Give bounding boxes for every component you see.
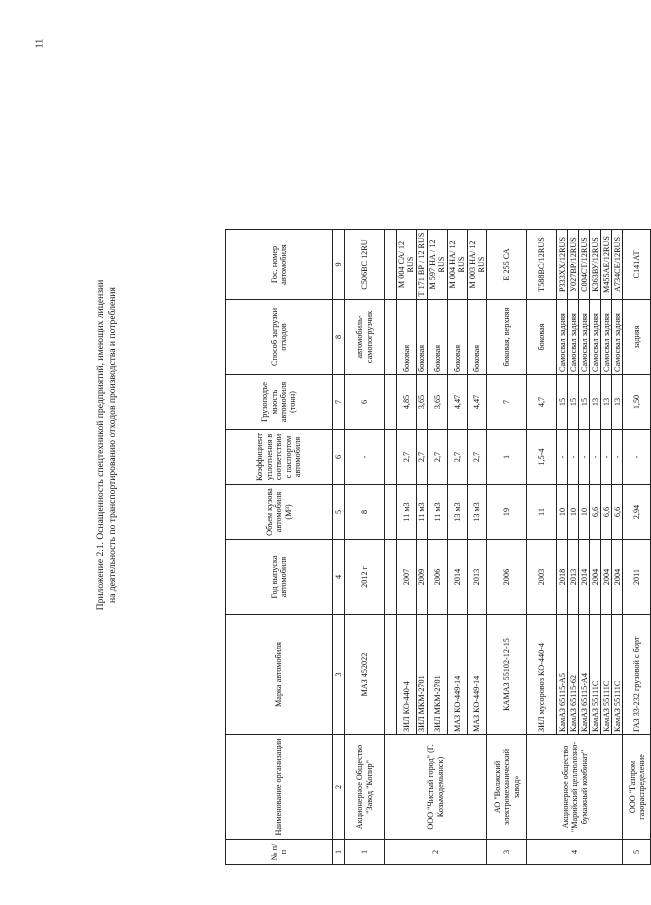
vehicle-brand: КамАЗ 55111С	[612, 615, 623, 735]
compaction-coefficient: -	[590, 430, 601, 485]
compaction-coefficient: 2,7	[447, 430, 467, 485]
load-capacity: 1,50	[623, 375, 651, 430]
header-plate: Гос. номер автомобиля	[226, 230, 333, 300]
plate-number: С141АТ	[623, 230, 651, 300]
manufacture-year: 2014	[447, 540, 467, 615]
body-volume: 10	[557, 485, 568, 540]
body-volume: 11 м3	[427, 485, 447, 540]
loading-method: боковая	[447, 300, 467, 375]
manufacture-year	[385, 540, 397, 615]
header-loading: Способ загрузки отходов	[226, 300, 333, 375]
loading-method: боковая	[527, 300, 557, 375]
body-volume: 13 м3	[467, 485, 487, 540]
plate-number: С004СТ/12RUS	[579, 230, 590, 300]
plate-number: Т588ВС/12RUS	[527, 230, 557, 300]
compaction-coefficient: 1	[487, 430, 527, 485]
column-number: 2	[333, 735, 345, 840]
compaction-coefficient: -	[612, 430, 623, 485]
column-number: 6	[333, 430, 345, 485]
column-number: 1	[333, 840, 345, 865]
manufacture-year: 2011	[623, 540, 651, 615]
manufacture-year: 2004	[601, 540, 612, 615]
vehicle-brand: ЗИЛ КО-440-4	[397, 615, 417, 735]
vehicle-brand: ЗИЛ мусоровоз КО-440-4	[527, 615, 557, 735]
header-capacity: Грузоподъе мность автомобиля (тонн)	[226, 375, 333, 430]
row-number: 2	[385, 840, 487, 865]
compaction-coefficient: 2,7	[467, 430, 487, 485]
compaction-coefficient: -	[557, 430, 568, 485]
caption-line-2: на деятельность по транспортированию отходов производства и потребления	[106, 287, 118, 603]
manufacture-year: 2014	[579, 540, 590, 615]
vehicles-table	[225, 229, 651, 865]
loading-method: задняя	[623, 300, 651, 375]
body-volume	[385, 485, 397, 540]
body-volume: 13 м3	[447, 485, 467, 540]
row-number: 4	[527, 840, 623, 865]
column-number: 3	[333, 615, 345, 735]
header-number: № п/п	[226, 840, 333, 865]
vehicle-brand: ЗИЛ МКМ-2701	[427, 615, 447, 735]
vehicle-brand: КамАЗ 55111С	[601, 615, 612, 735]
load-capacity: 4,47	[467, 375, 487, 430]
compaction-coefficient: 2,7	[397, 430, 417, 485]
body-volume: 11	[527, 485, 557, 540]
column-number: 9	[333, 230, 345, 300]
manufacture-year: 2009	[416, 540, 427, 615]
header-brand: Марка автомобиля	[226, 615, 333, 735]
loading-method	[385, 300, 397, 375]
loading-method: Самосвал задняя	[557, 300, 568, 375]
vehicle-brand: КАМАЗ 55102-12-15	[487, 615, 527, 735]
load-capacity: 6	[345, 375, 385, 430]
loading-method: Самосвал задняя	[601, 300, 612, 375]
vehicle-brand: МАЗ 452022	[345, 615, 385, 735]
compaction-coefficient: 2,7	[416, 430, 427, 485]
manufacture-year: 2003	[527, 540, 557, 615]
body-volume: 19	[487, 485, 527, 540]
organization-name: ООО "Газпром газораспределение	[623, 735, 651, 840]
load-capacity: 13	[612, 375, 623, 430]
load-capacity: 13	[590, 375, 601, 430]
body-volume: 2,94	[623, 485, 651, 540]
plate-number: М455АЕ/12RUS	[601, 230, 612, 300]
loading-method: боковая, верхняя	[487, 300, 527, 375]
organization-name: АО "Волжский электромеханический завод»	[487, 735, 527, 840]
manufacture-year: 2006	[427, 540, 447, 615]
body-volume: 11 м3	[397, 485, 417, 540]
loading-method: Самосвал задняя	[590, 300, 601, 375]
vehicle-brand: МАЗ КО-449-14	[447, 615, 467, 735]
vehicle-brand	[385, 615, 397, 735]
vehicle-brand: МАЗ КО-449-14	[467, 615, 487, 735]
loading-method: боковая	[427, 300, 447, 375]
row-number: 5	[623, 840, 651, 865]
caption-line-1: Приложение 2.1. Оснащенность спецтехникой предприятий, имеющих лицензии	[95, 279, 106, 611]
plate-number: М 597 НА / 12 RUS	[427, 230, 447, 300]
loading-method: Самосвал задняя	[568, 300, 579, 375]
body-volume: 6,6	[601, 485, 612, 540]
organization-name: Акционерное Общество "Завод "Копир"	[345, 735, 385, 840]
vehicle-brand: КамАЗ 65115-А4	[579, 615, 590, 735]
load-capacity: 15	[557, 375, 568, 430]
body-volume: 11 м3	[416, 485, 427, 540]
manufacture-year: 2018	[557, 540, 568, 615]
column-number-row	[333, 230, 345, 865]
loading-method: автомобиль-самопогрузчик	[345, 300, 385, 375]
table-row	[385, 230, 397, 865]
organization-name: Акционерное общество "Марийский целлюлозно-бумажный комбинат"	[527, 735, 623, 840]
body-volume: 6,6	[590, 485, 601, 540]
manufacture-year: 2012 г	[345, 540, 385, 615]
plate-number: М 003 НА/ 12 RUS	[467, 230, 487, 300]
compaction-coefficient: -	[345, 430, 385, 485]
body-volume: 8	[345, 485, 385, 540]
compaction-coefficient	[385, 430, 397, 485]
body-volume: 10	[568, 485, 579, 540]
body-volume: 10	[579, 485, 590, 540]
plate-number: Е 255 СА	[487, 230, 527, 300]
organization-name: ООО "Чистый город" (Г. Козьмодемьянск)	[385, 735, 487, 840]
row-number: 3	[487, 840, 527, 865]
plate-number: М 004 СА/ 12 RUS	[397, 230, 417, 300]
load-capacity: 15	[568, 375, 579, 430]
plate-number: С506ВС 12RU	[345, 230, 385, 300]
load-capacity: 13	[601, 375, 612, 430]
column-number: 5	[333, 485, 345, 540]
plate-number: Р333ХХ/12RUS	[557, 230, 568, 300]
load-capacity: 3,65	[416, 375, 427, 430]
plate-number: Т 171 ВР / 12 RUS	[416, 230, 427, 300]
plate-number	[385, 230, 397, 300]
header-coefficient: Коэффициент уплотнения в соответствии с паспортом автомобиля	[226, 430, 333, 485]
header-volume: Объем кузова автомобиля (М³)	[226, 485, 333, 540]
compaction-coefficient: -	[623, 430, 651, 485]
load-capacity: 7	[487, 375, 527, 430]
column-number: 8	[333, 300, 345, 375]
load-capacity	[385, 375, 397, 430]
load-capacity: 15	[579, 375, 590, 430]
manufacture-year: 2004	[612, 540, 623, 615]
plate-number: М 004 НА/ 12 RUS	[447, 230, 467, 300]
table-row	[527, 230, 557, 865]
vehicle-brand: ЗИЛ МКМ-2701	[416, 615, 427, 735]
loading-method: боковая	[467, 300, 487, 375]
loading-method: Самосвал задняя	[612, 300, 623, 375]
load-capacity: 4,7	[527, 375, 557, 430]
compaction-coefficient: -	[601, 430, 612, 485]
header-organization: Наименование организации	[226, 735, 333, 840]
compaction-coefficient: 2,7	[427, 430, 447, 485]
plate-number: К363ВУ/12RUS	[590, 230, 601, 300]
table-caption	[95, 45, 118, 845]
loading-method: Самосвал задняя	[579, 300, 590, 375]
page-number: 11	[34, 38, 46, 49]
table-row	[487, 230, 527, 865]
loading-method: боковая	[397, 300, 417, 375]
manufacture-year: 2013	[568, 540, 579, 615]
compaction-coefficient: -	[579, 430, 590, 485]
header-year: Год выпуска автомобиля	[226, 540, 333, 615]
load-capacity: 4,85	[397, 375, 417, 430]
manufacture-year: 2007	[397, 540, 417, 615]
column-number: 4	[333, 540, 345, 615]
loading-method: боковая	[416, 300, 427, 375]
load-capacity: 3,65	[427, 375, 447, 430]
manufacture-year: 2006	[487, 540, 527, 615]
vehicle-brand: КамАЗ 55111С	[590, 615, 601, 735]
vehicle-brand: КамАЗ 65115-62	[568, 615, 579, 735]
compaction-coefficient: 1,5-4	[527, 430, 557, 485]
plate-number: А734СЕ/12RUS	[612, 230, 623, 300]
column-number: 7	[333, 375, 345, 430]
body-volume: 6,6	[612, 485, 623, 540]
table-row	[623, 230, 651, 865]
table-row	[345, 230, 385, 865]
compaction-coefficient: -	[568, 430, 579, 485]
row-number: 1	[345, 840, 385, 865]
manufacture-year: 2013	[467, 540, 487, 615]
manufacture-year: 2004	[590, 540, 601, 615]
plate-number: У027ВР/12RUS	[568, 230, 579, 300]
load-capacity: 4,47	[447, 375, 467, 430]
header-row	[226, 230, 333, 865]
vehicle-brand: КамАЗ 65115-А5	[557, 615, 568, 735]
vehicle-brand: ГАЗ 33-232 грузовой с борт	[623, 615, 651, 735]
